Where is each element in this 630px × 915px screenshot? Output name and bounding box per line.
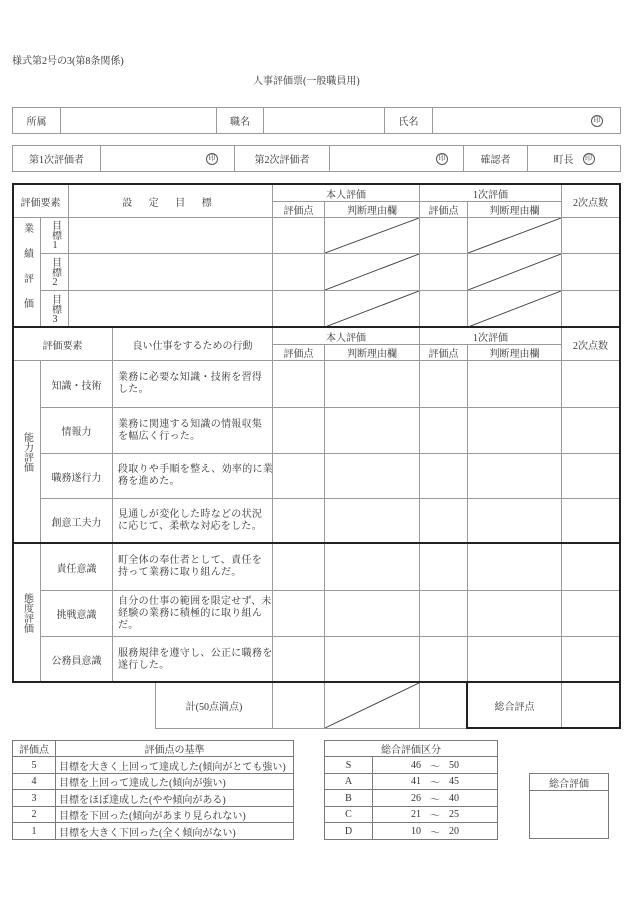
item-behavior: 業務に必要な知識・技術を習得 した。	[112, 360, 273, 408]
attitude-group-text: 態度評価	[21, 593, 33, 633]
goal-label	[40, 290, 69, 328]
grade-min: 46	[411, 759, 421, 771]
self-reason-field[interactable]	[324, 407, 420, 454]
goal-label-text: 目標1	[49, 220, 61, 251]
first-reason-field[interactable]	[467, 498, 562, 544]
grade-letter: S	[324, 756, 373, 774]
grade-max: 50	[449, 759, 459, 771]
self-score-field[interactable]	[272, 590, 325, 637]
range-separator: 〜	[430, 778, 440, 789]
criteria-text: 目標を大きく上回って達成した(傾向がとても強い)	[55, 756, 294, 774]
column-header-self-eval: 本人評価	[272, 327, 420, 345]
grade-max: 25	[449, 809, 459, 820]
goal-field[interactable]	[68, 290, 273, 328]
ability-group-text: 能力評価	[21, 432, 33, 472]
first-score-field[interactable]	[419, 360, 468, 408]
attitude-group-label	[12, 543, 41, 683]
first-reason-field[interactable]	[467, 407, 562, 454]
second-score-field[interactable]	[561, 590, 620, 637]
criteria-text: 目標をほぼ達成した(やや傾向がある)	[55, 789, 294, 807]
grade-range	[372, 789, 498, 807]
evaluator1-field[interactable]	[100, 145, 235, 172]
evaluator2-field[interactable]	[329, 145, 464, 172]
first-score-field[interactable]	[419, 498, 468, 544]
item-behavior: 服務規律を遵守し、公正に職務を 遂行した。	[112, 636, 273, 683]
performance-group-label	[12, 217, 41, 328]
overall-score-label: 総合評点	[467, 682, 562, 729]
column-header-behavior: 良い仕事をするための行動	[112, 327, 273, 361]
self-score-field[interactable]	[272, 290, 325, 328]
confirmer-label: 確認者	[463, 145, 528, 172]
self-score-field[interactable]	[272, 407, 325, 454]
seal-icon: 印	[583, 153, 595, 165]
self-score-field[interactable]	[272, 453, 325, 499]
item-name: 職務遂行力	[40, 453, 113, 499]
criteria-text: 目標を上回って達成した(傾向が強い)	[55, 773, 294, 790]
second-score-field[interactable]	[561, 543, 620, 591]
self-reason-field[interactable]	[324, 360, 420, 408]
criteria-score: 5	[12, 756, 56, 774]
first-reason-field[interactable]	[467, 543, 562, 591]
first-score-field[interactable]	[419, 590, 468, 637]
seal-icon: 印	[591, 115, 603, 127]
first-score-field[interactable]	[419, 217, 468, 254]
first-reason-field[interactable]	[467, 360, 562, 408]
grade-range	[372, 822, 498, 840]
item-name: 創意工夫力	[40, 498, 113, 544]
self-score-field[interactable]	[272, 498, 325, 544]
seal-icon: 印	[436, 153, 448, 165]
item-behavior: 見通しが変化した時などの状況 に応じて、柔軟な対応をした。	[112, 498, 273, 544]
name-field[interactable]	[432, 107, 621, 134]
criteria-score: 3	[12, 789, 56, 807]
name-label: 氏名	[384, 107, 433, 134]
second-score-field[interactable]	[561, 453, 620, 499]
seal-icon: 印	[206, 153, 218, 165]
grade-range	[372, 806, 498, 823]
first-score-field[interactable]	[419, 407, 468, 454]
criteria-header-criteria: 評価点の基準	[55, 740, 294, 757]
goal-label-text: 目標3	[49, 293, 61, 325]
overall-score-field[interactable]	[561, 682, 620, 729]
column-header-second-score: 2次点数	[561, 327, 620, 361]
second-score-field[interactable]	[561, 290, 620, 328]
goal-field[interactable]	[68, 217, 273, 254]
position-label: 職名	[216, 107, 264, 134]
grade-letter: A	[324, 773, 373, 790]
first-score-field[interactable]	[419, 453, 468, 499]
self-score-field[interactable]	[272, 360, 325, 408]
grade-min: 41	[411, 776, 421, 787]
range-separator: 〜	[430, 761, 440, 773]
first-reason-crossed-cell	[467, 290, 562, 328]
performance-group-text: 業績評価	[21, 222, 33, 323]
criteria-header-score: 評価点	[12, 740, 56, 757]
grade-letter: D	[324, 822, 373, 840]
second-score-field[interactable]	[561, 217, 620, 254]
grade-range	[372, 756, 498, 774]
second-score-field[interactable]	[561, 636, 620, 683]
self-reason-field[interactable]	[324, 453, 420, 499]
first-reason-field[interactable]	[467, 453, 562, 499]
mayor-label: 町長	[553, 155, 574, 166]
self-reason-field[interactable]	[324, 636, 420, 683]
self-reason-crossed-cell	[324, 217, 420, 254]
overall-evaluation-header: 総合評価	[529, 773, 609, 791]
column-header-reason: 判断理由欄	[324, 344, 420, 361]
self-total-field[interactable]	[272, 682, 325, 729]
mayor-field[interactable]	[527, 145, 621, 172]
criteria-score: 4	[12, 773, 56, 790]
first-reason-crossed-cell	[467, 253, 562, 291]
ability-group-label	[12, 360, 41, 544]
evaluator1-label: 第1次評価者	[12, 145, 101, 172]
item-name: 知識・技術	[40, 360, 113, 408]
self-score-field[interactable]	[272, 543, 325, 591]
goal-label-text: 目標2	[49, 256, 61, 288]
column-header-self-eval: 本人評価	[272, 184, 420, 202]
column-header-score: 評価点	[419, 344, 468, 361]
second-score-field[interactable]	[561, 498, 620, 544]
self-reason-field[interactable]	[324, 498, 420, 544]
criteria-score: 1	[12, 822, 56, 840]
evaluator2-label: 第2次評価者	[234, 145, 330, 172]
item-behavior: 町全体の奉仕者として、責任を 持って業務に取り組んだ。	[112, 543, 273, 591]
self-reason-crossed-cell	[324, 253, 420, 291]
affiliation-label: 所属	[12, 107, 61, 134]
first-score-field[interactable]	[419, 253, 468, 291]
page-title: 人事評価票(一般職員用)	[253, 76, 360, 87]
grade-min: 10	[411, 825, 421, 837]
self-score-field[interactable]	[272, 217, 325, 254]
column-header-reason: 判断理由欄	[324, 201, 420, 218]
grade-max: 40	[449, 792, 459, 804]
column-header-first-eval: 1次評価	[419, 327, 562, 345]
range-separator: 〜	[430, 811, 440, 822]
first-score-field[interactable]	[419, 290, 468, 328]
column-header-goal: 設 定 目 標	[68, 184, 273, 218]
total-label: 計(50点満点)	[155, 682, 273, 729]
item-behavior: 業務に関連する知識の情報収集 を幅広く行った。	[112, 407, 273, 454]
grade-min: 26	[411, 792, 421, 804]
second-score-field[interactable]	[561, 253, 620, 291]
column-header-first-eval: 1次評価	[419, 184, 562, 202]
grade-letter: C	[324, 806, 373, 823]
column-header-reason: 判断理由欄	[467, 201, 562, 218]
range-separator: 〜	[430, 794, 440, 806]
item-name: 責任意識	[40, 543, 113, 591]
first-reason-crossed-cell	[467, 217, 562, 254]
item-behavior: 自分の仕事の範囲を限定せず、未 経験の業務に積極的に取り組ん だ。	[112, 590, 273, 637]
self-reason-field[interactable]	[324, 590, 420, 637]
form-number: 様式第2号の3(第8条関係)	[12, 56, 124, 67]
self-reason-field[interactable]	[324, 543, 420, 591]
column-header-reason: 判断理由欄	[467, 344, 562, 361]
second-score-field[interactable]	[561, 407, 620, 454]
grade-letter: B	[324, 789, 373, 807]
item-name: 挑戦意識	[40, 590, 113, 637]
first-reason-field[interactable]	[467, 636, 562, 683]
column-header-score: 評価点	[272, 344, 325, 361]
item-behavior: 段取りや手順を整え、効率的に業 務を進めた。	[112, 453, 273, 499]
first-total-field[interactable]	[419, 682, 468, 729]
self-reason-crossed-cell	[324, 682, 420, 729]
item-name: 公務員意識	[40, 636, 113, 683]
first-score-field[interactable]	[419, 636, 468, 683]
goal-label	[40, 217, 69, 254]
grade-table-header: 総合評価区分	[324, 740, 498, 757]
first-reason-field[interactable]	[467, 590, 562, 637]
affiliation-field[interactable]	[60, 107, 217, 134]
self-score-field[interactable]	[272, 636, 325, 683]
grade-range	[372, 773, 498, 790]
second-score-field[interactable]	[561, 360, 620, 408]
criteria-score: 2	[12, 806, 56, 823]
criteria-text: 目標を下回った(傾向があまり見られない)	[55, 806, 294, 823]
column-header-element: 評価要素	[12, 184, 69, 218]
column-header-second-score: 2次点数	[561, 184, 620, 218]
criteria-text: 目標を大きく下回った(全く傾向がない)	[55, 822, 294, 840]
self-score-field[interactable]	[272, 253, 325, 291]
grade-min: 21	[411, 809, 421, 820]
range-separator: 〜	[430, 827, 440, 839]
first-score-field[interactable]	[419, 543, 468, 591]
goal-label	[40, 253, 69, 291]
goal-field[interactable]	[68, 253, 273, 291]
item-name: 情報力	[40, 407, 113, 454]
column-header-score: 評価点	[272, 201, 325, 218]
self-reason-crossed-cell	[324, 290, 420, 328]
position-field[interactable]	[263, 107, 385, 134]
column-header-element: 評価要素	[12, 327, 113, 361]
column-header-score: 評価点	[419, 201, 468, 218]
grade-max: 20	[449, 825, 459, 837]
grade-max: 45	[449, 776, 459, 787]
overall-evaluation-field[interactable]	[529, 790, 609, 839]
